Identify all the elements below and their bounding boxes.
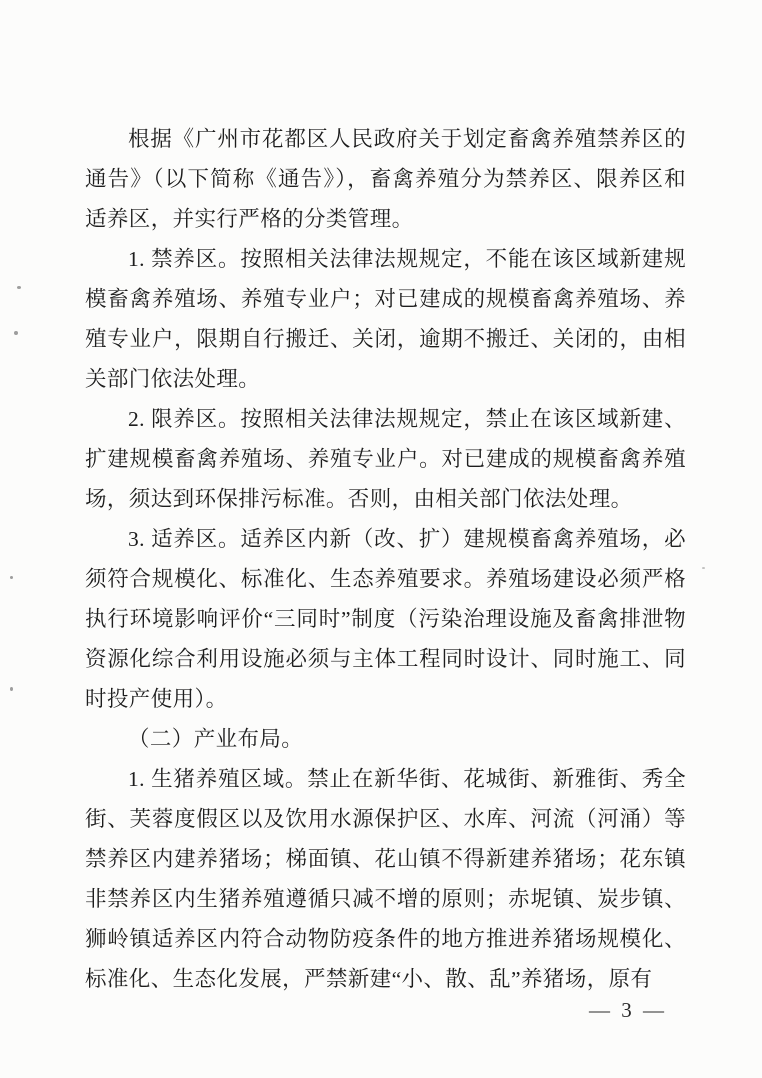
scan-speckle <box>10 687 13 691</box>
paragraph-item-3-suitable-zone: 3. 适养区。适养区内新（改、扩）建规模畜禽养殖场，必须符合规模化、标准化、生态养殖要求。养殖场建设必须严格执行环境影响评价“三同时”制度（污染治理设施及畜禽排泄物资源化综合利用设施必须与主体工程同时设计、同时施工、同时投产使用）。 <box>85 527 686 711</box>
scan-speckle <box>17 286 21 289</box>
paragraph-item-2-restricted-zone: 2. 限养区。按照相关法律法规规定，禁止在该区域新建、扩建规模畜禽养殖场、养殖专业户。对已建成的规模畜禽养殖场，须达到环保排污标准。否则，由相关部门依法处理。 <box>85 407 686 511</box>
paragraph-item-1-pig-farming-zones: 1. 生猪养殖区域。禁止在新华街、花城街、新雅街、秀全街、芙蓉度假区以及饮用水源保护区、水库、河流（河涌）等禁养区内建养猪场；梯面镇、花山镇不得新建养猪场；花东镇非禁养区内生猪养殖遵循只减不增的原则；赤坭镇、炭步镇、狮岭镇适养区内符合动物防疫条件的地方推进养猪场规模化、标准化、生态化发展，严禁新建“小、散、乱”养猪场，原有 <box>85 767 686 991</box>
paragraph-section-heading-industry-layout: （二）产业布局。 <box>128 727 304 751</box>
paragraph-intro: 根据《广州市花都区人民政府关于划定畜禽养殖禁养区的通告》（以下简称《通告》），畜禽养殖分为禁养区、限养区和适养区，并实行严格的分类管理。 <box>85 127 686 231</box>
paragraph-item-1-forbidden-zone: 1. 禁养区。按照相关法律法规规定，不能在该区域新建规模畜禽养殖场、养殖专业户；对已建成的规模畜禽养殖场、养殖专业户，限期自行搬迁、关闭，逾期不搬迁、关闭的，由相关部门依法处理。 <box>85 247 686 391</box>
page-number: — 3 — <box>589 998 667 1022</box>
document-body <box>85 119 686 999</box>
scan-speckle <box>14 331 18 335</box>
scan-speckle <box>10 576 13 579</box>
scan-speckle <box>702 567 705 569</box>
